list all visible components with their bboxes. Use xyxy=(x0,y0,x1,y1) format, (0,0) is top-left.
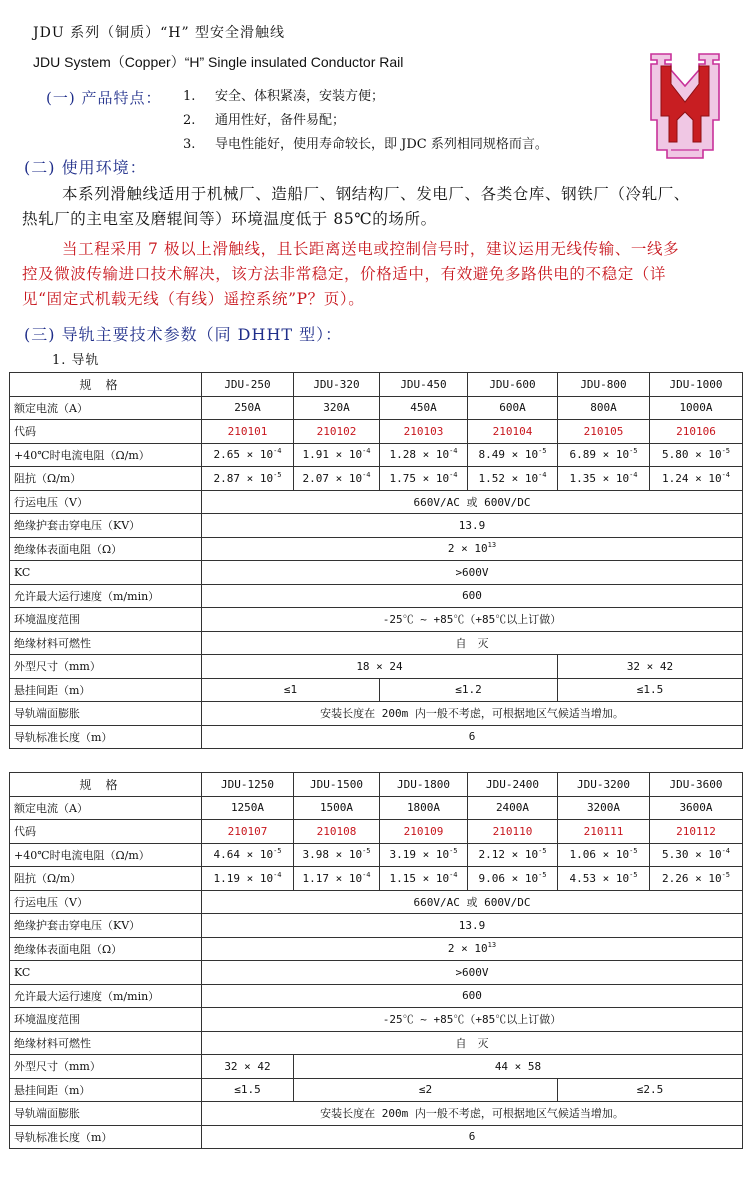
row-label: 阻抗（Ω/m） xyxy=(10,867,202,891)
table-row xyxy=(10,373,743,397)
resistance-cell: $2.12 \times 10^{-5}$ xyxy=(468,843,558,867)
spacing-cell: ≤1.5 xyxy=(202,1078,294,1102)
table-row xyxy=(10,890,743,914)
code-cell: 210107 xyxy=(202,820,294,844)
resistance-cell: $2.65 \times 10^{-4}$ xyxy=(202,443,294,467)
temp-cell: -25℃ ~ +85℃（+85℃以上订做） xyxy=(202,608,743,632)
table-row xyxy=(10,631,743,655)
current-cell: 800A xyxy=(558,396,650,420)
code-cell: 210110 xyxy=(468,820,558,844)
resistance-cell: $5.30 \times 10^{-4}$ xyxy=(650,843,743,867)
row-label: 行运电压（V） xyxy=(10,490,202,514)
impedance-cell: $2.07 \times 10^{-4}$ xyxy=(294,467,380,491)
spacing-cell: ≤2 xyxy=(294,1078,558,1102)
feature-item: 1. 安全、体积紧凑，安装方便； xyxy=(183,89,385,104)
impedance-cell: $1.75 \times 10^{-4}$ xyxy=(380,467,468,491)
impedance-cell: $1.15 \times 10^{-4}$ xyxy=(380,867,468,891)
table-row xyxy=(10,984,743,1008)
impedance-cell: $9.06 \times 10^{-5}$ xyxy=(468,867,558,891)
table-row xyxy=(10,961,743,985)
table-row xyxy=(10,796,743,820)
model-cell: JDU-3200 xyxy=(558,773,650,797)
breakdown-cell: 13.9 xyxy=(202,914,743,938)
features-list xyxy=(183,85,548,157)
resistance-cell: $3.19 \times 10^{-5}$ xyxy=(380,843,468,867)
row-label: 导轨标准长度（m） xyxy=(10,1125,202,1149)
row-label: 导轨标准长度（m） xyxy=(10,725,202,749)
rail-subtitle: 1. 导轨 xyxy=(52,353,100,368)
row-label: 额定电流（A） xyxy=(10,396,202,420)
table-row xyxy=(10,396,743,420)
surface-cell: $2 \times 10^{13}$ xyxy=(202,537,743,561)
code-cell: 210109 xyxy=(380,820,468,844)
current-cell: 250A xyxy=(202,396,294,420)
row-label: +40℃时电流电阻（Ω/m） xyxy=(10,843,202,867)
resistance-cell: $4.64 \times 10^{-5}$ xyxy=(202,843,294,867)
wireless-note: 当工程采用 7 极以上滑触线，且长距离送电或控制信号时，建议运用无线传输、一线多 控及微波传输进口技术解决，该方法非常稳定，价格适中，有效避免多路供电的不稳定（详 见“固定式机载无线（有线）遥控系统”P？页）。 xyxy=(22,240,680,308)
feature-item: 2. 通用性好，备件易配； xyxy=(183,113,346,128)
table-row xyxy=(10,1078,743,1102)
title-cn: JDU 系列（铜质）“H” 型安全滑触线 xyxy=(33,25,286,41)
size-cell: 32 × 42 xyxy=(202,1055,294,1079)
model-cell: JDU-2400 xyxy=(468,773,558,797)
table-row xyxy=(10,655,743,679)
table-row xyxy=(10,702,743,726)
row-label: 允许最大运行速度（m/min） xyxy=(10,984,202,1008)
environment-paragraph: 本系列滑触线适用于机械厂、造船厂、钢结构厂、发电厂、各类仓库、钢铁厂（冷轧厂、 热轧厂的主电室及磨辊间等）环境温度低于 85℃的场所。 xyxy=(22,185,690,228)
row-label: 悬挂间距（m） xyxy=(10,678,202,702)
table-row xyxy=(10,420,743,444)
spec-table-2 xyxy=(9,772,743,1149)
row-label: 导轨端面膨胀 xyxy=(10,702,202,726)
impedance-cell: $1.24 \times 10^{-4}$ xyxy=(650,467,743,491)
current-cell: 1250A xyxy=(202,796,294,820)
expansion-cell: 安装长度在 200m 内一般不考虑，可根据地区气候适当增加。 xyxy=(202,1102,743,1126)
model-cell: JDU-320 xyxy=(294,373,380,397)
table-row xyxy=(10,584,743,608)
row-label: 绝缘护套击穿电压（KV） xyxy=(10,914,202,938)
current-cell: 1500A xyxy=(294,796,380,820)
params-title: (三) 导轨主要技术参数（同 DHHT 型）： xyxy=(24,325,343,344)
voltage-cell: 660V/AC 或 600V/DC xyxy=(202,490,743,514)
size-cell: 32 × 42 xyxy=(558,655,743,679)
row-label: KC xyxy=(10,561,202,585)
environment-title: (二) 使用环境： xyxy=(24,158,147,177)
resistance-cell: $1.06 \times 10^{-5}$ xyxy=(558,843,650,867)
current-cell: 3600A xyxy=(650,796,743,820)
features-label: (一) 产品特点： xyxy=(46,89,162,107)
h-rail-cross-section-icon xyxy=(645,50,725,162)
model-cell: JDU-250 xyxy=(202,373,294,397)
row-label: 行运电压（V） xyxy=(10,890,202,914)
row-label: 悬挂间距（m） xyxy=(10,1078,202,1102)
title-en: JDU System（Copper）“H” Single insulated Conductor Rail xyxy=(33,54,404,70)
flame-cell: 自 灭 xyxy=(202,1031,743,1055)
current-cell: 320A xyxy=(294,396,380,420)
impedance-cell: $1.52 \times 10^{-4}$ xyxy=(468,467,558,491)
table-row xyxy=(10,820,743,844)
row-label: 阻抗（Ω/m） xyxy=(10,467,202,491)
row-label: 外型尺寸（mm） xyxy=(10,1055,202,1079)
size-cell: 44 × 58 xyxy=(294,1055,743,1079)
current-cell: 3200A xyxy=(558,796,650,820)
impedance-cell: $2.26 \times 10^{-5}$ xyxy=(650,867,743,891)
table-row xyxy=(10,725,743,749)
impedance-cell: $1.19 \times 10^{-4}$ xyxy=(202,867,294,891)
table-row xyxy=(10,443,743,467)
row-label: +40℃时电流电阻（Ω/m） xyxy=(10,443,202,467)
spec-table-1 xyxy=(9,372,743,749)
impedance-cell: $1.35 \times 10^{-4}$ xyxy=(558,467,650,491)
spacing-cell: ≤2.5 xyxy=(558,1078,743,1102)
model-cell: JDU-1000 xyxy=(650,373,743,397)
code-cell: 210111 xyxy=(558,820,650,844)
table-row xyxy=(10,937,743,961)
model-cell: JDU-1250 xyxy=(202,773,294,797)
resistance-cell: $1.91 \times 10^{-4}$ xyxy=(294,443,380,467)
row-label: 环境温度范围 xyxy=(10,1008,202,1032)
spec-header: 规格 xyxy=(10,773,202,797)
code-cell: 210108 xyxy=(294,820,380,844)
current-cell: 1000A xyxy=(650,396,743,420)
model-cell: JDU-450 xyxy=(380,373,468,397)
kc-cell: >600V xyxy=(202,961,743,985)
code-cell: 210105 xyxy=(558,420,650,444)
model-cell: JDU-1800 xyxy=(380,773,468,797)
current-cell: 600A xyxy=(468,396,558,420)
table-row xyxy=(10,867,743,891)
speed-cell: 600 xyxy=(202,584,743,608)
row-label: 绝缘体表面电阻（Ω） xyxy=(10,537,202,561)
code-cell: 210106 xyxy=(650,420,743,444)
temp-cell: -25℃ ~ +85℃（+85℃以上订做） xyxy=(202,1008,743,1032)
table-row xyxy=(10,1102,743,1126)
table-row xyxy=(10,467,743,491)
size-cell: 18 × 24 xyxy=(202,655,558,679)
code-cell: 210104 xyxy=(468,420,558,444)
length-cell: 6 xyxy=(202,725,743,749)
code-cell: 210103 xyxy=(380,420,468,444)
surface-cell: $2 \times 10^{13}$ xyxy=(202,937,743,961)
row-label: 代码 xyxy=(10,820,202,844)
table-row xyxy=(10,1008,743,1032)
table-row xyxy=(10,1031,743,1055)
model-cell: JDU-600 xyxy=(468,373,558,397)
current-cell: 1800A xyxy=(380,796,468,820)
resistance-cell: $1.28 \times 10^{-4}$ xyxy=(380,443,468,467)
spacing-cell: ≤1 xyxy=(202,678,380,702)
table-row xyxy=(10,773,743,797)
impedance-cell: $2.87 \times 10^{-5}$ xyxy=(202,467,294,491)
resistance-cell: $8.49 \times 10^{-5}$ xyxy=(468,443,558,467)
resistance-cell: $6.89 \times 10^{-5}$ xyxy=(558,443,650,467)
impedance-cell: $4.53 \times 10^{-5}$ xyxy=(558,867,650,891)
row-label: 代码 xyxy=(10,420,202,444)
table-row xyxy=(10,843,743,867)
expansion-cell: 安装长度在 200m 内一般不考虑，可根据地区气候适当增加。 xyxy=(202,702,743,726)
row-label: 绝缘体表面电阻（Ω） xyxy=(10,937,202,961)
breakdown-cell: 13.9 xyxy=(202,514,743,538)
flame-cell: 自 灭 xyxy=(202,631,743,655)
code-cell: 210101 xyxy=(202,420,294,444)
impedance-cell: $1.17 \times 10^{-4}$ xyxy=(294,867,380,891)
length-cell: 6 xyxy=(202,1125,743,1149)
current-cell: 450A xyxy=(380,396,468,420)
current-cell: 2400A xyxy=(468,796,558,820)
table-row xyxy=(10,537,743,561)
model-cell: JDU-3600 xyxy=(650,773,743,797)
spacing-cell: ≤1.2 xyxy=(380,678,558,702)
row-label: 环境温度范围 xyxy=(10,608,202,632)
model-cell: JDU-800 xyxy=(558,373,650,397)
kc-cell: >600V xyxy=(202,561,743,585)
row-label: 额定电流（A） xyxy=(10,796,202,820)
table-row xyxy=(10,561,743,585)
table-row xyxy=(10,678,743,702)
code-cell: 210102 xyxy=(294,420,380,444)
table-row xyxy=(10,608,743,632)
table-row xyxy=(10,1055,743,1079)
resistance-cell: $5.80 \times 10^{-5}$ xyxy=(650,443,743,467)
model-cell: JDU-1500 xyxy=(294,773,380,797)
row-label: 绝缘材料可燃性 xyxy=(10,1031,202,1055)
speed-cell: 600 xyxy=(202,984,743,1008)
row-label: 绝缘材料可燃性 xyxy=(10,631,202,655)
row-label: 外型尺寸（mm） xyxy=(10,655,202,679)
resistance-cell: $3.98 \times 10^{-5}$ xyxy=(294,843,380,867)
row-label: KC xyxy=(10,961,202,985)
feature-item: 3. 导电性能好，使用寿命较长，即 JDC 系列相同规格而言。 xyxy=(183,137,548,152)
table-row xyxy=(10,1125,743,1149)
spacing-cell: ≤1.5 xyxy=(558,678,743,702)
table-row xyxy=(10,914,743,938)
spec-header: 规格 xyxy=(10,373,202,397)
table-row xyxy=(10,490,743,514)
row-label: 绝缘护套击穿电压（KV） xyxy=(10,514,202,538)
row-label: 导轨端面膨胀 xyxy=(10,1102,202,1126)
table-row xyxy=(10,514,743,538)
voltage-cell: 660V/AC 或 600V/DC xyxy=(202,890,743,914)
code-cell: 210112 xyxy=(650,820,743,844)
row-label: 允许最大运行速度（m/min） xyxy=(10,584,202,608)
